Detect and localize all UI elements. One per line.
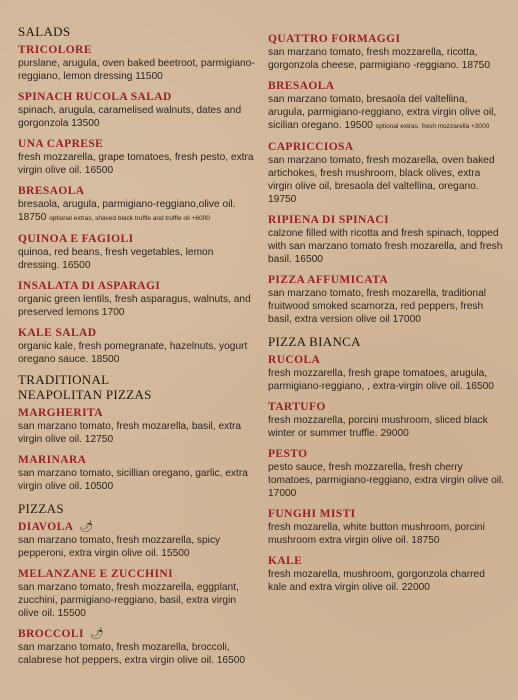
- menu-item-description-text: san marzano tomato, fresh mozzarella, eggplant, zucchini, parmigiano-reggiano, basil, extra virgin olive oil. 15500: [18, 582, 239, 619]
- menu-item-name: [18, 91, 256, 104]
- menu-item: [268, 80, 506, 133]
- menu-item: [268, 214, 506, 266]
- menu-item: [268, 448, 506, 500]
- menu-item-name: [18, 185, 256, 198]
- menu-item-name-text: FUNGHI MISTI: [268, 508, 356, 520]
- menu-item-description: [18, 534, 256, 560]
- menu-item-description-text: san marzano tomato, fresh mozarella, basil, extra virgin olive oil. 12750: [18, 421, 242, 445]
- menu-item-description-text: san marzano tomato, bresaola del valtellina, arugula, parmigiano-reggiano, extra virgin olive oil, sicilian oregano. 19500: [268, 94, 497, 131]
- menu-item-description-text: san marzano tomato, fresh mozarella, broccoli, calabrese hot peppers, extra virgin olive oil. 16500: [18, 642, 246, 666]
- menu-item-description: [268, 93, 506, 133]
- menu-item-description: [18, 420, 256, 446]
- menu-item-name: [18, 280, 256, 293]
- menu-item-name-text: PIZZA AFFUMICATA: [268, 274, 389, 286]
- menu-item-name: [18, 327, 256, 340]
- menu-item: [18, 44, 256, 83]
- menu-item-name-text: PESTO: [268, 448, 308, 460]
- menu-item-description: [268, 227, 506, 266]
- menu-item-description-text: calzone filled with ricotta and fresh spinach, topped with san marzano tomato fresh mozarella, and fresh basil. 16500: [268, 228, 503, 265]
- menu-item-name-text: TRICOLORE: [18, 44, 92, 56]
- menu-item-name-text: RUCOLA: [268, 354, 321, 366]
- menu-item-description-text: san marzano tomato, fresh mozzarella, spicy pepperoni, extra virgin olive oil. 15500: [18, 535, 221, 559]
- menu-item-description-text: san marzano tomato, sicillian oregano, garlic, extra virgin olive oil. 10500: [18, 468, 248, 492]
- menu-item-description-text: quinoa, red beans, fresh vegetables, lemon dressing. 16500: [18, 247, 214, 271]
- menu-item-name-text: QUATTRO FORMAGGI: [268, 33, 401, 45]
- menu-item-name: [18, 44, 256, 57]
- menu-item-name: [18, 521, 256, 534]
- menu-item-name: [268, 274, 506, 287]
- menu-item-description: [268, 367, 506, 393]
- menu-item-name-text: SPINACH RUCOLA SALAD: [18, 91, 172, 103]
- menu-item-description-text: fresh mozzarella, porcini mushroom, sliced black winter or summer truffle. 29000: [268, 415, 488, 439]
- menu-item-name: [268, 141, 506, 154]
- menu-item-description-text: san marzano tomato, fresh mozarella, traditional fruitwood smoked scamorza, red peppers, fresh basil, extra version olive oil 17000: [268, 288, 487, 325]
- menu-right-column: [268, 33, 506, 602]
- menu-item-name-text: QUINOA E FAGIOLI: [18, 233, 134, 245]
- menu-item-name-text: INSALATA DI ASPARAGI: [18, 280, 161, 292]
- menu-item-name: [268, 80, 506, 93]
- menu-item-extra: optional extras, shaved black truffle and truffle oil +6000: [49, 215, 210, 222]
- menu-item-description-text: purslane, arugula, oven baked beetroot, parmigiano-reggiano, lemon dressing 11500: [18, 58, 255, 82]
- menu-item: [268, 141, 506, 206]
- menu-item-name: [268, 214, 506, 227]
- menu-item-description: [18, 641, 256, 667]
- menu-item-name-text: MARINARA: [18, 454, 87, 466]
- menu-left-column: [18, 24, 256, 675]
- menu-item-description-text: organic green lentils, fresh asparagus, walnuts, and preserved lemons 1700: [18, 294, 251, 318]
- menu-item-description: [18, 340, 256, 366]
- menu-item-name: [268, 508, 506, 521]
- menu-item: [18, 628, 256, 667]
- menu-item-description: [18, 467, 256, 493]
- menu-item-name: [18, 568, 256, 581]
- menu-item-description: [268, 521, 506, 547]
- menu-item-description-text: organic kale, fresh pomegranate, hazelnuts, yogurt oregano sauce. 18500: [18, 341, 248, 365]
- section-title: TRADITIONAL NEAPOLITAN PIZZAS: [18, 372, 152, 402]
- menu-item-description-text: pesto sauce, fresh mozzarella, fresh cherry tomatoes, parmigiano-reggiano, extra virgin olive oil. 17000: [268, 462, 505, 499]
- chili-pepper-icon: 🌶: [89, 628, 105, 640]
- menu-item-description-text: spinach, arugula, caramelised walnuts, dates and gorgonzola 13500: [18, 105, 242, 129]
- menu-item-description-text: fresh mozzarella, grape tomatoes, fresh pesto, extra virgin olive oil. 16500: [18, 152, 254, 176]
- menu-item-name-text: BRESAOLA: [18, 185, 85, 197]
- menu-item-extra: optional extras, fresh mozzarella +3000: [375, 123, 490, 130]
- menu-item: [18, 521, 256, 560]
- menu-item: [18, 280, 256, 319]
- menu-item-description: [268, 568, 506, 594]
- menu-item-name-text: MELANZANE E ZUCCHINI: [18, 568, 173, 580]
- menu-item-description: [268, 46, 506, 72]
- menu-item: [18, 138, 256, 177]
- menu-item: [268, 555, 506, 594]
- menu-item-description-text: fresh mozarella, mushroom, gorgonzola charred kale and extra virgin olive oil. 22000: [268, 569, 485, 593]
- menu-item: [268, 33, 506, 72]
- menu-item: [268, 401, 506, 440]
- menu-item-description: [268, 154, 506, 206]
- menu-item: [18, 454, 256, 493]
- chili-pepper-icon: 🌶: [79, 521, 94, 533]
- menu-item-description: [18, 581, 256, 620]
- menu-item-name: [268, 401, 506, 414]
- menu-item: [18, 185, 256, 225]
- menu-item: [18, 91, 256, 130]
- menu-item-description-text: fresh mozzarella, fresh grape tomatoes, arugula, parmigiano-reggiano, , extra-virgin olive oil. 16500: [268, 368, 494, 392]
- menu-item-name-text: CAPRICCIOSA: [268, 141, 354, 153]
- menu-item-name: [18, 454, 256, 467]
- menu-item-name-text: BRESAOLA: [268, 80, 335, 92]
- menu-item-description: [18, 104, 256, 130]
- menu-item: [268, 274, 506, 326]
- menu-item-name: [18, 233, 256, 246]
- menu-item-name: [268, 555, 506, 568]
- menu-item-description-text: bresaola, arugula, parmigiano-reggiano,olive oil. 18750: [18, 199, 236, 223]
- menu-item-description-text: san marzano tomato, fresh mozarella, oven baked artichokes, fresh mushroom, black olives, extra virgin olive oil, bresaola del valtellina, oregano. 19750: [268, 155, 495, 205]
- menu-item-name: [268, 33, 506, 46]
- menu-item-name: [18, 628, 256, 641]
- menu-item-description-text: san marzano tomato, fresh mozzarella, ricotta, gorgonzola cheese, parmigiano -reggiano. 18750: [268, 47, 491, 71]
- section-title: PIZZAS: [18, 501, 64, 516]
- menu-item-name-text: KALE: [268, 555, 303, 567]
- menu-item-name: [18, 407, 256, 420]
- menu-item-description: [268, 461, 506, 500]
- menu-item-name-text: TARTUFO: [268, 401, 326, 413]
- menu-item-name: [18, 138, 256, 151]
- menu-item-description: [18, 198, 256, 225]
- menu-item: [18, 407, 256, 446]
- menu-item-description: [18, 151, 256, 177]
- menu-item-name-text: MARGHERITA: [18, 407, 103, 419]
- menu-item-description: [18, 246, 256, 272]
- menu-item-description: [268, 414, 506, 440]
- menu-item-description: [268, 287, 506, 326]
- section-title: SALADS: [18, 24, 71, 39]
- menu-item-name-text: UNA CAPRESE: [18, 138, 104, 150]
- menu-item: [18, 233, 256, 272]
- menu-item-name-text: BROCCOLI: [18, 628, 84, 640]
- menu-item: [18, 568, 256, 620]
- menu-item-description: [18, 57, 256, 83]
- menu-item-name-text: DIAVOLA: [18, 521, 74, 533]
- menu-item: [268, 354, 506, 393]
- menu-item-name-text: KALE SALAD: [18, 327, 97, 339]
- menu-item-description-text: fresh mozarella, white button mushroom, porcini mushroom extra virgin olive oil. 18750: [268, 522, 485, 546]
- menu-item-description: [18, 293, 256, 319]
- menu-item-name: [268, 354, 506, 367]
- menu-item: [18, 327, 256, 366]
- section-title: PIZZA BIANCA: [268, 334, 361, 349]
- menu-item-name-text: RIPIENA DI SPINACI: [268, 214, 389, 226]
- menu-item-name: [268, 448, 506, 461]
- menu-item: [268, 508, 506, 547]
